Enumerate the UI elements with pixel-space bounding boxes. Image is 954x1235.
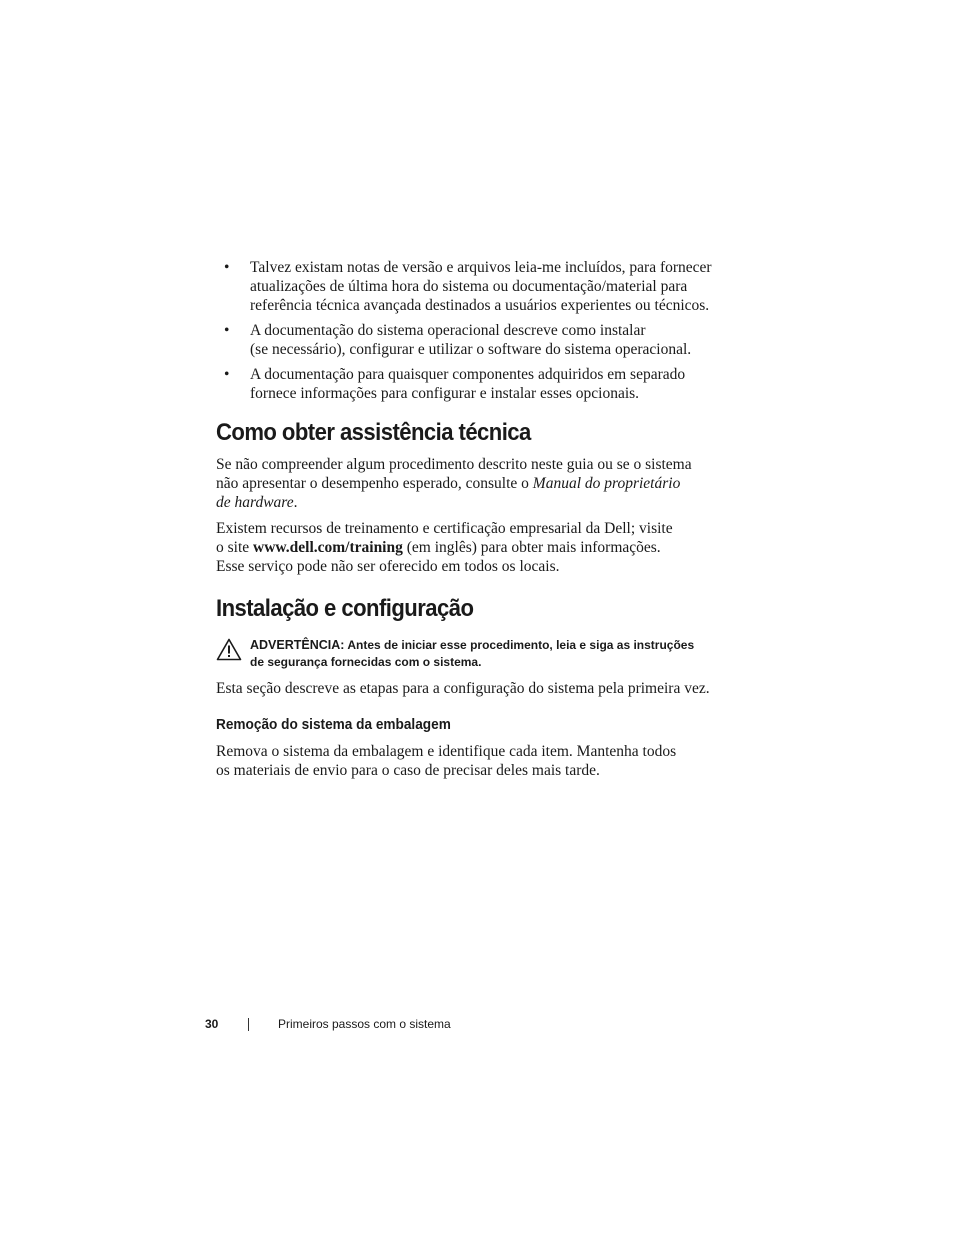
page-content	[216, 258, 716, 787]
bullet-line: Talvez existam notas de versão e arquivos leia-me incluídos, para fornecer	[250, 259, 712, 276]
paragraph-install-intro: Esta seção descreve as etapas para a configuração do sistema pela primeira vez.	[216, 680, 710, 697]
paragraph-training	[216, 519, 716, 576]
bullet-line: (se necessário), configurar e utilizar o software do sistema operacional.	[250, 341, 692, 358]
list-item	[216, 321, 716, 359]
paragraph-assistance	[216, 455, 716, 512]
bullet-line: referência técnica avançada destinados a usuários experientes ou técnicos.	[250, 297, 710, 314]
text-line: (em inglês) para obter mais informações.	[402, 539, 661, 556]
section-heading-installation: Instalação e configuração	[216, 595, 474, 622]
subsection-heading-unpacking: Remoção do sistema da embalagem	[216, 717, 451, 733]
warning-triangle-icon	[216, 638, 242, 661]
list-item	[216, 365, 716, 403]
text-line: Remova o sistema da embalagem e identifique cada item. Mantenha todos	[216, 743, 677, 760]
bullet-icon: •	[224, 259, 230, 276]
warning-text: de segurança fornecidas com o sistema.	[250, 655, 482, 669]
footer-chapter-title: Primeiros passos com o sistema	[278, 1017, 451, 1031]
footer-divider	[248, 1018, 249, 1031]
section-heading-assistance: Como obter assistência técnica	[216, 419, 531, 446]
bullet-line: atualizações de última hora do sistema ou documentação/material para	[250, 278, 688, 295]
page-number: 30	[205, 1017, 219, 1031]
text-line: .	[293, 494, 298, 511]
bullet-icon: •	[224, 322, 230, 339]
bullet-line: A documentação para quaisquer componentes adquiridos em separado	[250, 366, 686, 383]
list-item	[216, 258, 716, 315]
manual-title-italic: Manual do proprietário	[532, 475, 681, 492]
warning-text: Antes de iniciar esse procedimento, leia e siga as instruções	[344, 638, 695, 652]
text-line: o site	[216, 539, 254, 556]
training-link[interactable]: www.dell.com/training	[253, 539, 403, 556]
text-line: Se não compreender algum procedimento descrito neste guia ou se o sistema	[216, 456, 692, 473]
warning-label: ADVERTÊNCIA:	[250, 638, 345, 652]
paragraph-unpacking	[216, 742, 716, 780]
warning-notice	[216, 637, 716, 671]
bullet-icon: •	[224, 366, 230, 383]
text-line: Existem recursos de treinamento e certificação empresarial da Dell; visite	[216, 520, 673, 537]
bullet-list	[216, 258, 716, 403]
bullet-line: A documentação do sistema operacional descreve como instalar	[250, 322, 646, 339]
text-line: não apresentar o desempenho esperado, consulte o	[216, 475, 533, 492]
text-line: os materiais de envio para o caso de precisar deles mais tarde.	[216, 762, 600, 779]
manual-title-italic: de hardware	[216, 494, 294, 511]
text-line: Esse serviço pode não ser oferecido em todos os locais.	[216, 558, 560, 575]
bullet-line: fornece informações para configurar e instalar esses opcionais.	[250, 385, 640, 402]
